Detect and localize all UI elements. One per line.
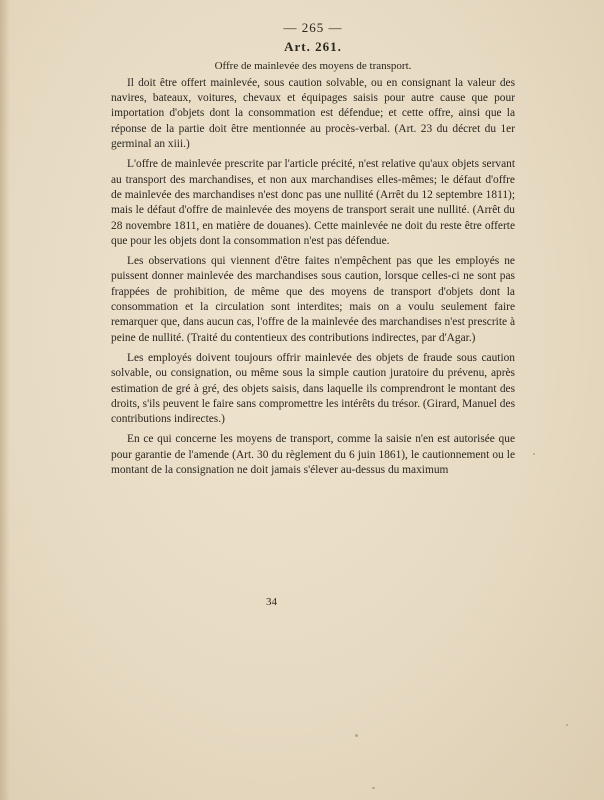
- article-subtitle: Offre de mainlevée des moyens de transport.: [214, 59, 412, 72]
- paragraph-5: En ce qui concerne les moyens de transport, comme la saisie n'en est autorisée que pour garantie de l'amende (Art. 30 du règlement du 6 juin 1861), le cautionnement ou le montant de la consignation ne doit jamais s'élever au-dessus du maximum: [111, 433, 515, 477]
- paragraph-4: Les employés doivent toujours offrir mainlevée des objets de fraude sous caution solvable, ou consignation, ou même sous la simple caution juratoire du prévenu, après estimation de gré à gré, des objets saisis, dans laquelle ils comprendront le montant des droits, s'ils peuvent le faire sans compromettre les intérêts du trésor. (Girard, Manuel des contributions indirectes.): [111, 351, 515, 426]
- paper-speck: [355, 734, 358, 737]
- signature-number: 34: [266, 596, 277, 608]
- page-number: — 265 —: [283, 20, 343, 35]
- text-block: [111, 20, 515, 483]
- paper-speck: [566, 724, 568, 726]
- paragraph-2: L'offre de mainlevée prescrite par l'article précité, n'est relative qu'aux objets servant au transport des marchandises, et non aux marchandises elles-mêmes; le défaut d'offre de mainlevée des marchandises n'est donc pas une nullité (Arrêt du 12 septembre 1811); mais le défaut d'offre de mainlevée des moyens de transport serait une nullité. (Arrêt du 28 novembre 1811, en matière de douanes). Cette mainlevée ne doit du reste être offerte que pour les objets dont la consommation n'est pas défendue.: [111, 158, 515, 247]
- paper-speck: [372, 787, 375, 789]
- paragraph-3: Les observations qui viennent d'être faites n'empêchent pas que les employés ne puissent donner mainlevée des marchandises sous caution, lorsque celles-ci ne sont pas frappées de prohibition, de même que des moyens de transport d'objets dont la consommation et la circulation sont interdites; mais on a voulu seulement faire remarquer que, dans aucun cas, l'offre de la mainlevée des marchandises n'est prescrite à peine de nullité. (Traité du contentieux des contributions indirectes, par d'Agar.): [111, 255, 515, 344]
- article-heading: Art. 261.: [284, 39, 342, 55]
- paper-speck: [533, 453, 535, 455]
- paragraph-1: Il doit être offert mainlevée, sous caution solvable, ou en consignant la valeur des navires, bateaux, voitures, chevaux et équipages saisis pour autre cause que pour importation d'objets dont la consommation est défendue; et cette offre, ainsi que la réponse de la partie doit être mentionnée au procès-verbal. (Art. 23 du décret du 1er germinal an xiii.): [111, 76, 515, 151]
- page-fold-shadow: [0, 0, 10, 800]
